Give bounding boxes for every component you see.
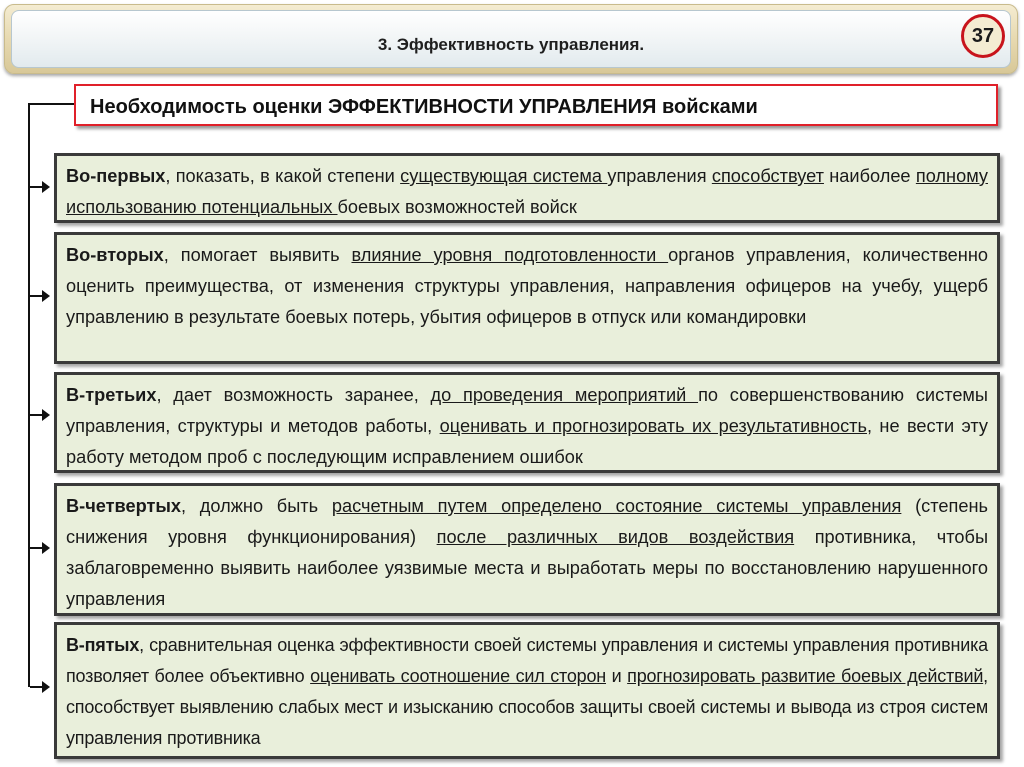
underlined-segment: прогнозировать развитие боевых действий	[627, 666, 984, 686]
arrow-right-icon	[30, 414, 44, 416]
reason-lead: В-третьих	[66, 385, 157, 405]
text-segment: боевых возможностей войск	[337, 197, 577, 217]
text-segment: , помогает выявить	[163, 245, 352, 265]
reason-card-second	[54, 232, 1000, 364]
text-segment: органов управления, количественно оценить преимущества, от изменения структуры управления, направления офицеров на учебу, ущерб управлению в результате боевых потерь, убытия офицеров в отпуск или командировки	[66, 245, 989, 327]
underlined-segment: расчетным путем определено состояние системы управления	[331, 496, 902, 516]
reason-lead: В-четвертых	[66, 496, 182, 516]
reason-lead: Во-вторых	[66, 245, 164, 265]
arrow-right-icon	[30, 295, 44, 297]
text-segment: , дает возможность заранее,	[156, 385, 431, 405]
underlined-segment: способствует	[711, 166, 824, 186]
underlined-segment: до проведения мероприятий	[430, 385, 699, 405]
main-heading: Необходимость оценки ЭФФЕКТИВНОСТИ УПРАВЛЕНИЯ войсками	[74, 84, 998, 126]
underlined-segment: полному использованию потенциальных	[66, 166, 988, 217]
text-segment: и	[606, 666, 628, 686]
reason-card-first	[54, 153, 1000, 223]
text-segment: (степень снижения уровня функционирования)	[66, 496, 988, 547]
connector-line-top	[28, 103, 74, 105]
reason-card-fifth	[54, 622, 1000, 759]
text-segment: наиболее	[823, 166, 916, 186]
arrow-right-icon	[30, 686, 44, 688]
slide-header	[4, 4, 1018, 74]
text-segment: , сравнительная оценка эффективности своей системы управления и системы управления противника позволяет более объективно	[66, 635, 988, 686]
underlined-segment: оценивать и прогнозировать их результативность	[439, 416, 867, 436]
underlined-segment: существующая система	[400, 166, 608, 186]
page-number-badge: 37	[961, 14, 1005, 58]
reason-card-fourth	[54, 483, 1000, 616]
text-segment: , показать, в какой степени	[165, 166, 401, 186]
text-segment: по совершенствованию системы управления, структуры и методов работы,	[66, 385, 989, 436]
arrow-right-icon	[30, 186, 44, 188]
connector-line	[28, 103, 30, 687]
underlined-segment: оценивать соотношение сил сторон	[310, 666, 607, 686]
reason-lead: Во-первых	[66, 166, 166, 186]
text-segment: , не вести эту работу методом проб с последующим исправлением ошибок	[66, 416, 989, 467]
slide-title: 3. Эффективность управления.	[377, 35, 645, 54]
reason-lead: В-пятых	[66, 635, 140, 655]
text-segment: управления	[607, 166, 712, 186]
slide-header-panel	[11, 10, 1011, 68]
text-segment: , способствует выявлению слабых мест и изысканию способов защиты своей системы и вывода из строя систем управления противника	[66, 666, 988, 748]
text-segment: , должно быть	[181, 496, 332, 516]
arrow-right-icon	[30, 547, 44, 549]
text-segment: противника, чтобы заблаговременно выявить наиболее уязвимые места и выработать меры по восстановлению нарушенного управления	[66, 527, 989, 609]
underlined-segment: после различных видов воздействия	[436, 527, 795, 547]
reason-card-third	[54, 372, 1000, 473]
underlined-segment: влияние уровня подготовленности	[351, 245, 669, 265]
